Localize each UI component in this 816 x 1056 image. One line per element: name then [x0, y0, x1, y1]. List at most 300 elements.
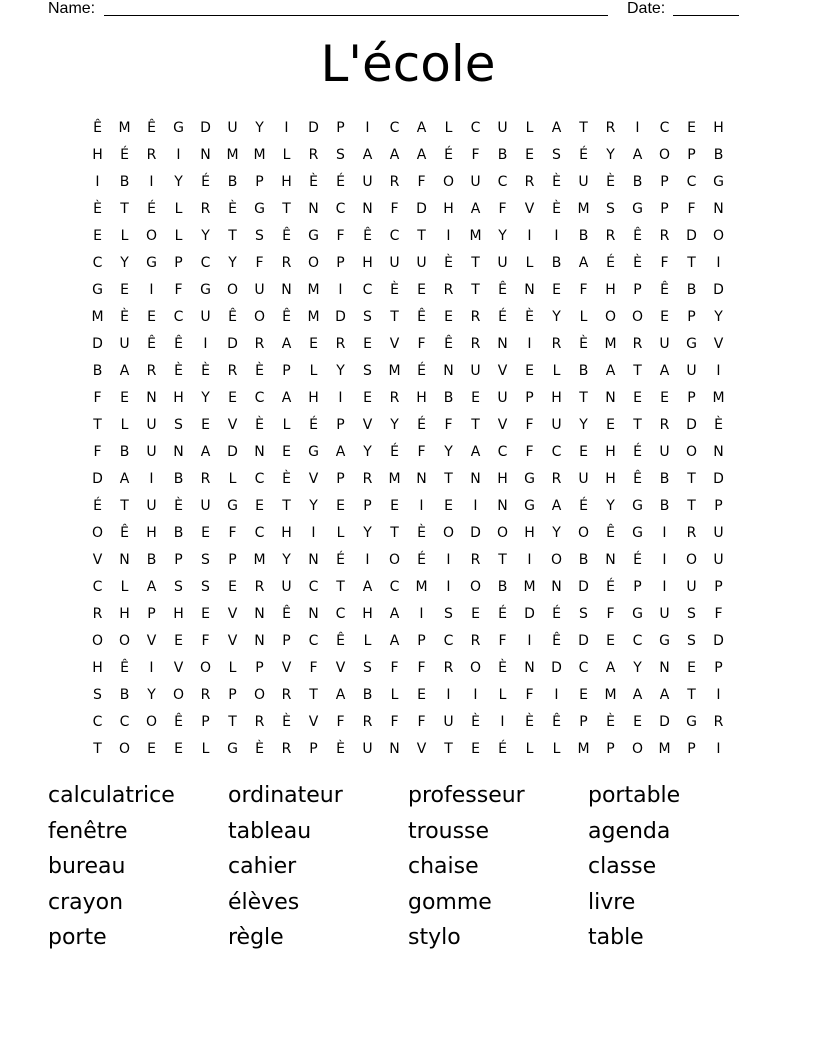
grid-letter[interactable]: A	[578, 254, 589, 271]
grid-letter[interactable]: D	[416, 200, 427, 217]
grid-letter[interactable]: G	[686, 713, 697, 730]
grid-letter[interactable]: E	[525, 362, 534, 379]
grid-letter[interactable]: E	[201, 605, 210, 622]
grid-letter[interactable]: I	[716, 362, 721, 379]
grid-letter[interactable]: E	[660, 308, 669, 325]
grid-letter[interactable]: A	[362, 578, 373, 595]
grid-letter[interactable]: B	[659, 470, 670, 487]
grid-letter[interactable]: F	[309, 659, 318, 676]
grid-letter[interactable]: P	[228, 551, 237, 568]
grid-letter[interactable]: N	[146, 389, 157, 406]
grid-letter[interactable]: P	[525, 389, 534, 406]
grid-letter[interactable]: F	[228, 524, 237, 541]
grid-letter[interactable]: U	[281, 578, 292, 595]
grid-letter[interactable]: H	[92, 146, 103, 163]
grid-letter[interactable]: H	[497, 470, 508, 487]
grid-letter[interactable]: I	[527, 335, 532, 352]
grid-letter[interactable]: B	[119, 686, 130, 703]
grid-letter[interactable]: L	[120, 416, 129, 433]
grid-letter[interactable]: N	[443, 362, 454, 379]
grid-letter[interactable]: Ê	[228, 308, 237, 325]
grid-letter[interactable]: A	[335, 686, 346, 703]
grid-letter[interactable]: B	[578, 227, 589, 244]
grid-letter[interactable]: E	[93, 227, 102, 244]
grid-letter[interactable]: U	[497, 254, 508, 271]
grid-letter[interactable]: É	[444, 146, 453, 163]
grid-letter[interactable]: U	[227, 119, 238, 136]
grid-letter[interactable]: U	[659, 605, 670, 622]
grid-letter[interactable]: F	[390, 659, 399, 676]
grid-letter[interactable]: C	[389, 119, 400, 136]
grid-letter[interactable]: H	[443, 200, 454, 217]
grid-letter[interactable]: I	[662, 578, 667, 595]
grid-letter[interactable]: Ê	[552, 713, 561, 730]
grid-letter[interactable]: U	[470, 362, 481, 379]
grid-letter[interactable]: G	[632, 605, 643, 622]
grid-letter[interactable]: T	[282, 497, 291, 514]
grid-letter[interactable]: Y	[282, 551, 291, 568]
grid-letter[interactable]: U	[146, 416, 157, 433]
grid-letter[interactable]: B	[659, 497, 670, 514]
grid-letter[interactable]: É	[606, 578, 615, 595]
grid-letter[interactable]: É	[579, 497, 588, 514]
grid-letter[interactable]: H	[92, 659, 103, 676]
grid-letter[interactable]: I	[365, 551, 370, 568]
grid-letter[interactable]: U	[254, 281, 265, 298]
grid-letter[interactable]: N	[470, 470, 481, 487]
grid-letter[interactable]: Ê	[93, 119, 102, 136]
grid-letter[interactable]: B	[632, 173, 643, 190]
grid-letter[interactable]: M	[604, 686, 617, 703]
grid-letter[interactable]: R	[92, 605, 103, 622]
grid-letter[interactable]: P	[336, 416, 345, 433]
grid-letter[interactable]: R	[524, 173, 535, 190]
grid-letter[interactable]: É	[417, 362, 426, 379]
grid-letter[interactable]: V	[497, 362, 508, 379]
grid-letter[interactable]: O	[631, 740, 644, 757]
grid-letter[interactable]: Y	[120, 254, 129, 271]
grid-letter[interactable]: O	[658, 146, 671, 163]
grid-letter[interactable]: D	[686, 416, 697, 433]
grid-letter[interactable]: S	[174, 578, 183, 595]
grid-letter[interactable]: E	[417, 686, 426, 703]
grid-letter[interactable]: F	[93, 443, 102, 460]
grid-letter[interactable]: D	[686, 227, 697, 244]
grid-letter[interactable]: F	[93, 389, 102, 406]
grid-letter[interactable]: A	[281, 389, 292, 406]
grid-letter[interactable]: E	[228, 578, 237, 595]
grid-letter[interactable]: H	[605, 470, 616, 487]
grid-letter[interactable]: L	[444, 119, 453, 136]
grid-letter[interactable]: N	[497, 335, 508, 352]
grid-letter[interactable]: D	[470, 524, 481, 541]
grid-letter[interactable]: V	[713, 335, 724, 352]
grid-letter[interactable]: C	[443, 632, 454, 649]
grid-letter[interactable]: F	[525, 686, 534, 703]
grid-letter[interactable]: S	[579, 605, 588, 622]
grid-letter[interactable]: L	[174, 227, 183, 244]
grid-letter[interactable]: I	[446, 686, 451, 703]
grid-letter[interactable]: T	[471, 416, 480, 433]
grid-letter[interactable]: O	[550, 551, 563, 568]
grid-letter[interactable]: C	[389, 578, 400, 595]
grid-letter[interactable]: I	[446, 227, 451, 244]
grid-letter[interactable]: È	[255, 362, 264, 379]
grid-letter[interactable]: È	[255, 740, 264, 757]
grid-letter[interactable]: L	[309, 362, 318, 379]
grid-letter[interactable]: I	[419, 605, 424, 622]
grid-letter[interactable]: U	[686, 578, 697, 595]
grid-letter[interactable]: R	[470, 551, 481, 568]
grid-letter[interactable]: V	[362, 416, 373, 433]
grid-letter[interactable]: P	[282, 362, 291, 379]
grid-letter[interactable]: D	[200, 119, 211, 136]
grid-letter[interactable]: M	[307, 308, 320, 325]
grid-letter[interactable]: Y	[390, 416, 399, 433]
grid-letter[interactable]: E	[579, 686, 588, 703]
grid-letter[interactable]: U	[146, 497, 157, 514]
grid-letter[interactable]: N	[173, 443, 184, 460]
grid-letter[interactable]: O	[442, 524, 455, 541]
grid-letter[interactable]: B	[686, 281, 697, 298]
grid-letter[interactable]: Ê	[174, 335, 183, 352]
grid-letter[interactable]: Ê	[498, 281, 507, 298]
grid-letter[interactable]: C	[335, 605, 346, 622]
grid-letter[interactable]: I	[446, 551, 451, 568]
grid-letter[interactable]: U	[362, 740, 373, 757]
grid-letter[interactable]: B	[497, 578, 508, 595]
grid-letter[interactable]: D	[713, 281, 724, 298]
grid-letter[interactable]: I	[662, 524, 667, 541]
grid-letter[interactable]: G	[632, 524, 643, 541]
grid-letter[interactable]: T	[93, 416, 102, 433]
grid-letter[interactable]: M	[469, 227, 482, 244]
grid-letter[interactable]: U	[713, 524, 724, 541]
grid-letter[interactable]: Y	[606, 146, 615, 163]
grid-letter[interactable]: Ê	[633, 227, 642, 244]
grid-letter[interactable]: P	[687, 389, 696, 406]
grid-letter[interactable]: H	[173, 389, 184, 406]
grid-letter[interactable]: Y	[714, 308, 723, 325]
grid-letter[interactable]: R	[605, 119, 616, 136]
grid-letter[interactable]: V	[281, 659, 292, 676]
grid-letter[interactable]: Ê	[606, 524, 615, 541]
grid-letter[interactable]: F	[525, 416, 534, 433]
grid-letter[interactable]: P	[336, 470, 345, 487]
grid-letter[interactable]: B	[227, 173, 238, 190]
grid-letter[interactable]: C	[119, 713, 130, 730]
grid-letter[interactable]: V	[227, 605, 238, 622]
grid-letter[interactable]: R	[200, 470, 211, 487]
grid-letter[interactable]: B	[92, 362, 103, 379]
grid-letter[interactable]: Y	[552, 308, 561, 325]
grid-letter[interactable]: B	[443, 389, 454, 406]
grid-letter[interactable]: R	[335, 335, 346, 352]
grid-letter[interactable]: B	[146, 551, 157, 568]
grid-letter[interactable]: H	[605, 281, 616, 298]
grid-letter[interactable]: E	[201, 416, 210, 433]
grid-letter[interactable]: T	[444, 470, 453, 487]
grid-letter[interactable]: A	[389, 632, 400, 649]
grid-letter[interactable]: F	[390, 200, 399, 217]
grid-letter[interactable]: T	[579, 119, 588, 136]
grid-letter[interactable]: E	[444, 497, 453, 514]
grid-letter[interactable]: V	[308, 470, 319, 487]
grid-letter[interactable]: M	[415, 578, 428, 595]
grid-letter[interactable]: T	[336, 578, 345, 595]
grid-letter[interactable]: Y	[552, 524, 561, 541]
grid-letter[interactable]: U	[497, 119, 508, 136]
grid-letter[interactable]: C	[659, 119, 670, 136]
grid-letter[interactable]: Y	[255, 119, 264, 136]
grid-letter[interactable]: È	[552, 200, 561, 217]
grid-letter[interactable]: P	[336, 119, 345, 136]
grid-letter[interactable]: E	[633, 713, 642, 730]
grid-letter[interactable]: A	[605, 659, 616, 676]
grid-letter[interactable]: V	[497, 416, 508, 433]
grid-letter[interactable]: P	[174, 254, 183, 271]
grid-letter[interactable]: C	[92, 578, 103, 595]
grid-letter[interactable]: Y	[309, 497, 318, 514]
grid-letter[interactable]: F	[174, 281, 183, 298]
grid-letter[interactable]: M	[577, 200, 590, 217]
grid-letter[interactable]: G	[308, 227, 319, 244]
grid-letter[interactable]: T	[282, 200, 291, 217]
grid-letter[interactable]: A	[362, 146, 373, 163]
grid-letter[interactable]: S	[444, 605, 453, 622]
grid-letter[interactable]: N	[308, 605, 319, 622]
grid-letter[interactable]: F	[606, 605, 615, 622]
grid-letter[interactable]: U	[416, 254, 427, 271]
grid-letter[interactable]: A	[146, 578, 157, 595]
grid-letter[interactable]: R	[470, 335, 481, 352]
grid-letter[interactable]: N	[605, 389, 616, 406]
grid-letter[interactable]: È	[471, 713, 480, 730]
grid-letter[interactable]: R	[551, 335, 562, 352]
grid-letter[interactable]: N	[308, 551, 319, 568]
grid-letter[interactable]: T	[687, 470, 696, 487]
grid-letter[interactable]: È	[606, 713, 615, 730]
grid-letter[interactable]: L	[525, 740, 534, 757]
grid-letter[interactable]: I	[419, 497, 424, 514]
grid-letter[interactable]: E	[201, 524, 210, 541]
grid-letter[interactable]: U	[389, 254, 400, 271]
grid-letter[interactable]: N	[524, 659, 535, 676]
grid-letter[interactable]: U	[659, 443, 670, 460]
grid-letter[interactable]: A	[551, 497, 562, 514]
grid-letter[interactable]: R	[686, 524, 697, 541]
grid-letter[interactable]: R	[254, 335, 265, 352]
grid-letter[interactable]: N	[281, 281, 292, 298]
grid-letter[interactable]: E	[687, 659, 696, 676]
grid-letter[interactable]: R	[200, 686, 211, 703]
grid-letter[interactable]: H	[146, 524, 157, 541]
grid-letter[interactable]: I	[203, 335, 208, 352]
grid-letter[interactable]: È	[120, 308, 129, 325]
grid-letter[interactable]: D	[659, 713, 670, 730]
grid-letter[interactable]: O	[496, 524, 509, 541]
grid-letter[interactable]: N	[362, 200, 373, 217]
grid-letter[interactable]: Ê	[417, 308, 426, 325]
grid-letter[interactable]: D	[335, 308, 346, 325]
grid-letter[interactable]: E	[579, 443, 588, 460]
grid-letter[interactable]: A	[632, 686, 643, 703]
grid-letter[interactable]: P	[660, 200, 669, 217]
grid-letter[interactable]: H	[713, 119, 724, 136]
grid-letter[interactable]: T	[687, 686, 696, 703]
grid-letter[interactable]: A	[632, 146, 643, 163]
grid-letter[interactable]: E	[390, 497, 399, 514]
grid-letter[interactable]: O	[253, 308, 266, 325]
grid-letter[interactable]: R	[443, 281, 454, 298]
grid-letter[interactable]: C	[254, 389, 265, 406]
grid-letter[interactable]: C	[335, 200, 346, 217]
grid-letter[interactable]: I	[500, 713, 505, 730]
grid-letter[interactable]: È	[228, 200, 237, 217]
grid-letter[interactable]: I	[473, 497, 478, 514]
grid-letter[interactable]: É	[147, 200, 156, 217]
grid-letter[interactable]: N	[659, 659, 670, 676]
grid-letter[interactable]: I	[716, 254, 721, 271]
grid-letter[interactable]: Y	[633, 659, 642, 676]
grid-letter[interactable]: G	[254, 200, 265, 217]
grid-letter[interactable]: B	[578, 362, 589, 379]
grid-letter[interactable]: P	[309, 740, 318, 757]
grid-letter[interactable]: R	[659, 227, 670, 244]
grid-letter[interactable]: I	[284, 119, 289, 136]
grid-letter[interactable]: L	[201, 740, 210, 757]
grid-letter[interactable]: N	[308, 200, 319, 217]
grid-letter[interactable]: P	[687, 146, 696, 163]
grid-letter[interactable]: E	[471, 740, 480, 757]
grid-letter[interactable]: O	[388, 551, 401, 568]
grid-letter[interactable]: Y	[363, 524, 372, 541]
grid-letter[interactable]: R	[146, 362, 157, 379]
grid-letter[interactable]: E	[471, 605, 480, 622]
grid-letter[interactable]: V	[335, 659, 346, 676]
grid-letter[interactable]: E	[525, 146, 534, 163]
grid-letter[interactable]: D	[578, 578, 589, 595]
grid-letter[interactable]: L	[228, 659, 237, 676]
grid-letter[interactable]: L	[525, 119, 534, 136]
grid-letter[interactable]: U	[578, 470, 589, 487]
grid-letter[interactable]: I	[149, 659, 154, 676]
grid-letter[interactable]: S	[363, 308, 372, 325]
grid-letter[interactable]: G	[632, 497, 643, 514]
grid-letter[interactable]: Y	[147, 686, 156, 703]
grid-letter[interactable]: É	[633, 443, 642, 460]
grid-letter[interactable]: G	[632, 200, 643, 217]
grid-letter[interactable]: R	[713, 713, 724, 730]
grid-letter[interactable]: E	[444, 308, 453, 325]
grid-letter[interactable]: G	[659, 632, 670, 649]
grid-letter[interactable]: È	[93, 200, 102, 217]
grid-letter[interactable]: C	[632, 632, 643, 649]
grid-letter[interactable]: R	[443, 659, 454, 676]
grid-letter[interactable]: F	[579, 281, 588, 298]
grid-letter[interactable]: R	[470, 308, 481, 325]
grid-letter[interactable]: O	[469, 578, 482, 595]
grid-letter[interactable]: I	[554, 686, 559, 703]
grid-letter[interactable]: E	[336, 497, 345, 514]
grid-letter[interactable]: R	[308, 146, 319, 163]
grid-letter[interactable]: N	[119, 551, 130, 568]
grid-letter[interactable]: U	[578, 173, 589, 190]
grid-letter[interactable]: Ê	[174, 713, 183, 730]
grid-letter[interactable]: R	[281, 254, 292, 271]
grid-letter[interactable]: E	[633, 389, 642, 406]
grid-letter[interactable]: H	[551, 389, 562, 406]
grid-letter[interactable]: F	[417, 713, 426, 730]
grid-letter[interactable]: M	[523, 578, 536, 595]
grid-letter[interactable]: P	[336, 254, 345, 271]
grid-letter[interactable]: H	[281, 173, 292, 190]
grid-letter[interactable]: N	[551, 578, 562, 595]
grid-letter[interactable]: B	[173, 470, 184, 487]
grid-letter[interactable]: I	[527, 227, 532, 244]
grid-letter[interactable]: A	[470, 200, 481, 217]
grid-letter[interactable]: P	[687, 308, 696, 325]
grid-letter[interactable]: G	[524, 470, 535, 487]
grid-letter[interactable]: O	[118, 740, 131, 757]
grid-letter[interactable]: C	[92, 713, 103, 730]
grid-letter[interactable]: T	[687, 254, 696, 271]
grid-letter[interactable]: G	[92, 281, 103, 298]
grid-letter[interactable]: P	[633, 281, 642, 298]
grid-letter[interactable]: C	[551, 443, 562, 460]
grid-letter[interactable]: Ê	[633, 470, 642, 487]
grid-letter[interactable]: T	[228, 227, 237, 244]
grid-letter[interactable]: I	[149, 281, 154, 298]
grid-letter[interactable]: M	[604, 335, 617, 352]
grid-letter[interactable]: R	[389, 173, 400, 190]
grid-letter[interactable]: É	[417, 551, 426, 568]
grid-letter[interactable]: R	[362, 713, 373, 730]
grid-letter[interactable]: V	[146, 632, 157, 649]
grid-letter[interactable]: C	[686, 173, 697, 190]
grid-letter[interactable]: S	[255, 227, 264, 244]
grid-letter[interactable]: M	[118, 119, 131, 136]
grid-letter[interactable]: E	[660, 389, 669, 406]
grid-letter[interactable]: B	[551, 254, 562, 271]
grid-letter[interactable]: I	[527, 632, 532, 649]
grid-letter[interactable]: T	[120, 200, 129, 217]
grid-letter[interactable]: O	[199, 659, 212, 676]
grid-letter[interactable]: R	[227, 362, 238, 379]
grid-letter[interactable]: S	[201, 578, 210, 595]
grid-letter[interactable]: G	[713, 173, 724, 190]
grid-letter[interactable]: V	[173, 659, 184, 676]
grid-letter[interactable]: Ê	[147, 119, 156, 136]
grid-letter[interactable]: Ê	[660, 281, 669, 298]
grid-letter[interactable]: I	[176, 146, 181, 163]
grid-letter[interactable]: Ê	[120, 524, 129, 541]
grid-letter[interactable]: E	[471, 389, 480, 406]
grid-letter[interactable]: G	[227, 497, 238, 514]
grid-letter[interactable]: F	[525, 443, 534, 460]
grid-letter[interactable]: U	[200, 497, 211, 514]
grid-letter[interactable]: Ê	[552, 632, 561, 649]
grid-letter[interactable]: V	[416, 740, 427, 757]
grid-letter[interactable]: P	[228, 686, 237, 703]
grid-letter[interactable]: U	[362, 173, 373, 190]
grid-letter[interactable]: P	[363, 497, 372, 514]
grid-letter[interactable]: L	[498, 686, 507, 703]
grid-letter[interactable]: È	[282, 470, 291, 487]
grid-letter[interactable]: I	[311, 524, 316, 541]
grid-letter[interactable]: E	[606, 632, 615, 649]
grid-letter[interactable]: E	[282, 443, 291, 460]
